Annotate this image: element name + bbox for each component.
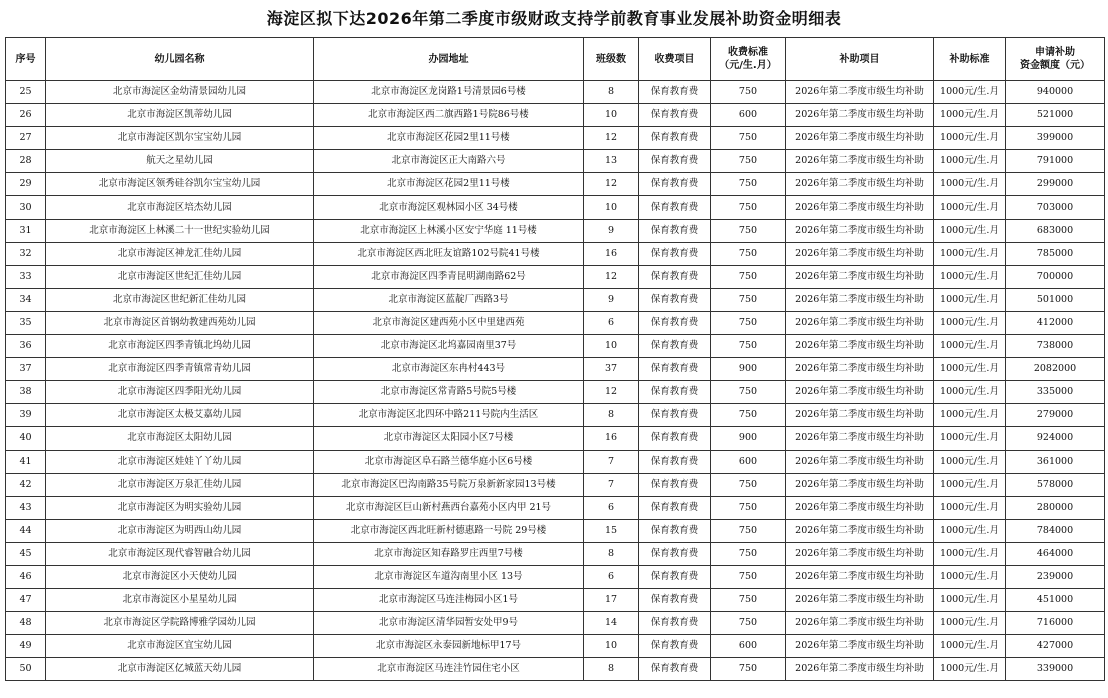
- cell-fee-standard: 600: [711, 104, 786, 127]
- cell-fee-item: 保育教育费: [639, 173, 711, 196]
- table-row: [6, 173, 1105, 196]
- cell-seq: 31: [6, 219, 46, 242]
- cell-subsidy-standard: 1000元/生.月: [934, 288, 1006, 311]
- cell-class-count: 7: [584, 450, 639, 473]
- cell-class-count: 8: [584, 81, 639, 104]
- cell-seq: 49: [6, 635, 46, 658]
- cell-subsidy-amount: 427000: [1006, 635, 1105, 658]
- cell-fee-item: 保育教育费: [639, 242, 711, 265]
- cell-class-count: 12: [584, 127, 639, 150]
- cell-subsidy-standard: 1000元/生.月: [934, 427, 1006, 450]
- cell-subsidy-amount: 339000: [1006, 658, 1105, 681]
- cell-kindergarten-name: 北京市海淀区学院路博雅学园幼儿园: [46, 612, 314, 635]
- cell-subsidy-amount: 940000: [1006, 81, 1105, 104]
- table-body: [6, 81, 1105, 681]
- cell-kindergarten-name: 北京市海淀区宜宝幼儿园: [46, 635, 314, 658]
- cell-kindergarten-name: 北京市海淀区小天使幼儿园: [46, 565, 314, 588]
- cell-seq: 41: [6, 450, 46, 473]
- cell-kindergarten-name: 北京市海淀区四季青镇北坞幼儿园: [46, 335, 314, 358]
- cell-fee-item: 保育教育费: [639, 519, 711, 542]
- cell-fee-standard: 750: [711, 381, 786, 404]
- cell-class-count: 37: [584, 358, 639, 381]
- table-row: [6, 358, 1105, 381]
- table-row: [6, 265, 1105, 288]
- cell-subsidy-amount: 412000: [1006, 311, 1105, 334]
- cell-class-count: 16: [584, 427, 639, 450]
- cell-subsidy-item: 2026年第二季度市级生均补助: [786, 242, 934, 265]
- cell-kindergarten-name: 北京市海淀区领秀硅谷凯尔宝宝幼儿园: [46, 173, 314, 196]
- cell-subsidy-amount: 501000: [1006, 288, 1105, 311]
- cell-subsidy-amount: 924000: [1006, 427, 1105, 450]
- cell-seq: 25: [6, 81, 46, 104]
- cell-class-count: 6: [584, 311, 639, 334]
- cell-kindergarten-name: 北京市海淀区亿城蓝天幼儿园: [46, 658, 314, 681]
- cell-subsidy-item: 2026年第二季度市级生均补助: [786, 381, 934, 404]
- cell-fee-standard: 750: [711, 589, 786, 612]
- cell-seq: 36: [6, 335, 46, 358]
- table-row: [6, 612, 1105, 635]
- cell-subsidy-amount: 716000: [1006, 612, 1105, 635]
- cell-address: 北京市海淀区永泰园新地标甲17号: [314, 635, 584, 658]
- cell-address: 北京市海淀区北四环中路211号院内生活区: [314, 404, 584, 427]
- header-fee-standard: [711, 38, 786, 81]
- cell-subsidy-amount: 784000: [1006, 519, 1105, 542]
- cell-subsidy-amount: 578000: [1006, 473, 1105, 496]
- cell-class-count: 8: [584, 658, 639, 681]
- cell-subsidy-amount: 361000: [1006, 450, 1105, 473]
- cell-subsidy-item: 2026年第二季度市级生均补助: [786, 658, 934, 681]
- cell-subsidy-item: 2026年第二季度市级生均补助: [786, 127, 934, 150]
- cell-address: 北京市海淀区巨山新村燕西台嘉苑小区内甲 21号: [314, 496, 584, 519]
- cell-kindergarten-name: 北京市海淀区万泉汇佳幼儿园: [46, 473, 314, 496]
- cell-seq: 39: [6, 404, 46, 427]
- cell-subsidy-standard: 1000元/生.月: [934, 173, 1006, 196]
- header-amount-line1: 申请补助: [1035, 47, 1075, 58]
- cell-address: 北京市海淀区正大南路六号: [314, 150, 584, 173]
- cell-class-count: 12: [584, 265, 639, 288]
- header-subsidy-item: 补助项目: [786, 38, 934, 81]
- cell-subsidy-standard: 1000元/生.月: [934, 589, 1006, 612]
- cell-subsidy-standard: 1000元/生.月: [934, 473, 1006, 496]
- cell-address: 北京市海淀区西北旺友谊路102号院41号楼: [314, 242, 584, 265]
- header-address: 办园地址: [314, 38, 584, 81]
- cell-class-count: 9: [584, 219, 639, 242]
- cell-subsidy-amount: 683000: [1006, 219, 1105, 242]
- cell-fee-item: 保育教育费: [639, 127, 711, 150]
- cell-seq: 28: [6, 150, 46, 173]
- cell-fee-standard: 750: [711, 288, 786, 311]
- cell-seq: 40: [6, 427, 46, 450]
- cell-seq: 44: [6, 519, 46, 542]
- cell-address: 北京市海淀区马连洼竹园住宅小区: [314, 658, 584, 681]
- cell-subsidy-amount: 299000: [1006, 173, 1105, 196]
- cell-address: 北京市海淀区巴沟南路35号院万泉新新家园13号楼: [314, 473, 584, 496]
- cell-address: 北京市海淀区知春路罗庄西里7号楼: [314, 542, 584, 565]
- table-row: [6, 219, 1105, 242]
- cell-address: 北京市海淀区马连洼梅园小区1号: [314, 589, 584, 612]
- cell-seq: 42: [6, 473, 46, 496]
- cell-fee-item: 保育教育费: [639, 612, 711, 635]
- cell-subsidy-item: 2026年第二季度市级生均补助: [786, 450, 934, 473]
- cell-fee-standard: 750: [711, 265, 786, 288]
- cell-fee-standard: 750: [711, 542, 786, 565]
- cell-fee-standard: 750: [711, 311, 786, 334]
- cell-seq: 38: [6, 381, 46, 404]
- cell-address: 北京市海淀区常青路5号院5号楼: [314, 381, 584, 404]
- cell-seq: 29: [6, 173, 46, 196]
- cell-fee-standard: 750: [711, 81, 786, 104]
- cell-address: 北京市海淀区北坞嘉园南里37号: [314, 335, 584, 358]
- header-subsidy-standard: 补助标准: [934, 38, 1006, 81]
- cell-subsidy-item: 2026年第二季度市级生均补助: [786, 173, 934, 196]
- cell-class-count: 8: [584, 542, 639, 565]
- cell-fee-item: 保育教育费: [639, 150, 711, 173]
- header-amount: [1006, 38, 1105, 81]
- cell-kindergarten-name: 北京市海淀区世纪汇佳幼儿园: [46, 265, 314, 288]
- cell-kindergarten-name: 北京市海淀区太极艾嘉幼儿园: [46, 404, 314, 427]
- cell-subsidy-standard: 1000元/生.月: [934, 196, 1006, 219]
- table-row: [6, 335, 1105, 358]
- cell-subsidy-item: 2026年第二季度市级生均补助: [786, 496, 934, 519]
- cell-fee-item: 保育教育费: [639, 311, 711, 334]
- table-row: [6, 496, 1105, 519]
- cell-subsidy-standard: 1000元/生.月: [934, 381, 1006, 404]
- cell-subsidy-standard: 1000元/生.月: [934, 81, 1006, 104]
- cell-kindergarten-name: 北京市海淀区为明实验幼儿园: [46, 496, 314, 519]
- cell-subsidy-item: 2026年第二季度市级生均补助: [786, 265, 934, 288]
- subsidy-table: [5, 37, 1105, 681]
- page-title: 海淀区拟下达2026年第二季度市级财政支持学前教育事业发展补助资金明细表: [266, 9, 842, 28]
- table-row: [6, 635, 1105, 658]
- cell-kindergarten-name: 北京市海淀区首钢幼教建西苑幼儿园: [46, 311, 314, 334]
- cell-fee-item: 保育教育费: [639, 542, 711, 565]
- cell-fee-item: 保育教育费: [639, 565, 711, 588]
- table-row: [6, 658, 1105, 681]
- cell-kindergarten-name: 北京市海淀区培杰幼儿园: [46, 196, 314, 219]
- cell-class-count: 14: [584, 612, 639, 635]
- cell-fee-item: 保育教育费: [639, 219, 711, 242]
- cell-fee-item: 保育教育费: [639, 658, 711, 681]
- cell-subsidy-item: 2026年第二季度市级生均补助: [786, 196, 934, 219]
- cell-subsidy-amount: 335000: [1006, 381, 1105, 404]
- table-row: [6, 404, 1105, 427]
- cell-kindergarten-name: 北京市海淀区现代睿智融合幼儿园: [46, 542, 314, 565]
- header-name: 幼儿园名称: [46, 38, 314, 81]
- cell-fee-standard: 750: [711, 404, 786, 427]
- cell-fee-standard: 750: [711, 127, 786, 150]
- cell-subsidy-item: 2026年第二季度市级生均补助: [786, 404, 934, 427]
- cell-subsidy-item: 2026年第二季度市级生均补助: [786, 358, 934, 381]
- cell-subsidy-standard: 1000元/生.月: [934, 635, 1006, 658]
- cell-fee-standard: 750: [711, 496, 786, 519]
- cell-seq: 26: [6, 104, 46, 127]
- cell-address: 北京市海淀区太阳园小区7号楼: [314, 427, 584, 450]
- cell-address: 北京市海淀区花园2里11号楼: [314, 127, 584, 150]
- cell-fee-item: 保育教育费: [639, 635, 711, 658]
- cell-fee-item: 保育教育费: [639, 496, 711, 519]
- table-row: [6, 381, 1105, 404]
- cell-class-count: 6: [584, 496, 639, 519]
- table-row: [6, 589, 1105, 612]
- cell-class-count: 10: [584, 335, 639, 358]
- cell-kindergarten-name: 北京市海淀区四季阳光幼儿园: [46, 381, 314, 404]
- cell-address: 北京市海淀区建西苑小区中里建西苑: [314, 311, 584, 334]
- cell-class-count: 13: [584, 150, 639, 173]
- cell-subsidy-amount: 280000: [1006, 496, 1105, 519]
- cell-subsidy-amount: 2082000: [1006, 358, 1105, 381]
- cell-seq: 48: [6, 612, 46, 635]
- cell-fee-item: 保育教育费: [639, 265, 711, 288]
- cell-subsidy-amount: 785000: [1006, 242, 1105, 265]
- cell-class-count: 10: [584, 104, 639, 127]
- cell-subsidy-standard: 1000元/生.月: [934, 150, 1006, 173]
- cell-seq: 27: [6, 127, 46, 150]
- table-header-row: [6, 38, 1105, 81]
- cell-subsidy-item: 2026年第二季度市级生均补助: [786, 473, 934, 496]
- cell-fee-standard: 900: [711, 358, 786, 381]
- table-row: [6, 104, 1105, 127]
- cell-address: 北京市海淀区阜石路兰德华庭小区6号楼: [314, 450, 584, 473]
- cell-subsidy-standard: 1000元/生.月: [934, 542, 1006, 565]
- cell-fee-standard: 750: [711, 473, 786, 496]
- cell-subsidy-standard: 1000元/生.月: [934, 658, 1006, 681]
- cell-class-count: 6: [584, 565, 639, 588]
- cell-fee-standard: 750: [711, 150, 786, 173]
- cell-fee-item: 保育教育费: [639, 104, 711, 127]
- cell-kindergarten-name: 北京市海淀区为明西山幼儿园: [46, 519, 314, 542]
- table-row: [6, 150, 1105, 173]
- cell-subsidy-amount: 464000: [1006, 542, 1105, 565]
- cell-fee-item: 保育教育费: [639, 81, 711, 104]
- cell-subsidy-standard: 1000元/生.月: [934, 404, 1006, 427]
- cell-fee-item: 保育教育费: [639, 589, 711, 612]
- cell-subsidy-standard: 1000元/生.月: [934, 496, 1006, 519]
- cell-seq: 30: [6, 196, 46, 219]
- cell-subsidy-item: 2026年第二季度市级生均补助: [786, 612, 934, 635]
- header-seq: 序号: [6, 38, 46, 81]
- cell-class-count: 17: [584, 589, 639, 612]
- cell-address: 北京市海淀区西二旗西路1号院86号楼: [314, 104, 584, 127]
- cell-kindergarten-name: 北京市海淀区四季青镇常青幼儿园: [46, 358, 314, 381]
- table-row: [6, 450, 1105, 473]
- cell-address: 北京市海淀区车道沟南里小区 13号: [314, 565, 584, 588]
- cell-subsidy-amount: 521000: [1006, 104, 1105, 127]
- cell-class-count: 7: [584, 473, 639, 496]
- cell-address: 北京市海淀区蓝靛厂西路3号: [314, 288, 584, 311]
- cell-subsidy-amount: 399000: [1006, 127, 1105, 150]
- cell-seq: 50: [6, 658, 46, 681]
- cell-seq: 46: [6, 565, 46, 588]
- cell-address: 北京市海淀区西北旺新村德惠路一号院 29号楼: [314, 519, 584, 542]
- cell-subsidy-standard: 1000元/生.月: [934, 450, 1006, 473]
- cell-fee-item: 保育教育费: [639, 473, 711, 496]
- cell-seq: 45: [6, 542, 46, 565]
- table-row: [6, 519, 1105, 542]
- cell-subsidy-amount: 700000: [1006, 265, 1105, 288]
- cell-class-count: 10: [584, 635, 639, 658]
- cell-subsidy-item: 2026年第二季度市级生均补助: [786, 589, 934, 612]
- cell-address: 北京市海淀区观林园小区 34号楼: [314, 196, 584, 219]
- cell-subsidy-amount: 279000: [1006, 404, 1105, 427]
- cell-subsidy-item: 2026年第二季度市级生均补助: [786, 565, 934, 588]
- cell-kindergarten-name: 北京市海淀区上林溪二十一世纪实验幼儿园: [46, 219, 314, 242]
- cell-class-count: 8: [584, 404, 639, 427]
- cell-fee-standard: 750: [711, 196, 786, 219]
- cell-fee-standard: 750: [711, 219, 786, 242]
- header-fee-item: 收费项目: [639, 38, 711, 81]
- cell-fee-item: 保育教育费: [639, 427, 711, 450]
- cell-fee-standard: 750: [711, 658, 786, 681]
- cell-kindergarten-name: 北京市海淀区神龙汇佳幼儿园: [46, 242, 314, 265]
- table-row: [6, 81, 1105, 104]
- table-row: [6, 242, 1105, 265]
- cell-kindergarten-name: 北京市海淀区凯蒂幼儿园: [46, 104, 314, 127]
- cell-kindergarten-name: 北京市海淀区娃娃丫丫幼儿园: [46, 450, 314, 473]
- cell-subsidy-item: 2026年第二季度市级生均补助: [786, 150, 934, 173]
- cell-subsidy-standard: 1000元/生.月: [934, 219, 1006, 242]
- cell-fee-item: 保育教育费: [639, 196, 711, 219]
- table-row: [6, 565, 1105, 588]
- cell-kindergarten-name: 航天之星幼儿园: [46, 150, 314, 173]
- cell-class-count: 12: [584, 381, 639, 404]
- cell-address: 北京市海淀区清华园暂安处甲9号: [314, 612, 584, 635]
- cell-subsidy-standard: 1000元/生.月: [934, 358, 1006, 381]
- cell-kindergarten-name: 北京市海淀区太阳幼儿园: [46, 427, 314, 450]
- header-amount-line2: 资金额度（元）: [1020, 60, 1090, 71]
- table-row: [6, 473, 1105, 496]
- cell-kindergarten-name: 北京市海淀区金幼清景园幼儿园: [46, 81, 314, 104]
- cell-subsidy-item: 2026年第二季度市级生均补助: [786, 81, 934, 104]
- cell-subsidy-standard: 1000元/生.月: [934, 127, 1006, 150]
- table-row: [6, 288, 1105, 311]
- cell-class-count: 9: [584, 288, 639, 311]
- cell-fee-standard: 900: [711, 427, 786, 450]
- cell-subsidy-standard: 1000元/生.月: [934, 565, 1006, 588]
- cell-fee-standard: 600: [711, 635, 786, 658]
- cell-subsidy-item: 2026年第二季度市级生均补助: [786, 427, 934, 450]
- cell-subsidy-item: 2026年第二季度市级生均补助: [786, 519, 934, 542]
- cell-subsidy-item: 2026年第二季度市级生均补助: [786, 635, 934, 658]
- cell-fee-standard: 750: [711, 173, 786, 196]
- cell-seq: 34: [6, 288, 46, 311]
- cell-fee-item: 保育教育费: [639, 381, 711, 404]
- cell-fee-standard: 600: [711, 450, 786, 473]
- cell-subsidy-item: 2026年第二季度市级生均补助: [786, 542, 934, 565]
- cell-fee-standard: 750: [711, 519, 786, 542]
- cell-seq: 32: [6, 242, 46, 265]
- header-classes: 班级数: [584, 38, 639, 81]
- cell-seq: 37: [6, 358, 46, 381]
- cell-subsidy-standard: 1000元/生.月: [934, 242, 1006, 265]
- cell-subsidy-amount: 451000: [1006, 589, 1105, 612]
- cell-address: 北京市海淀区东冉村443号: [314, 358, 584, 381]
- cell-fee-item: 保育教育费: [639, 335, 711, 358]
- cell-address: 北京市海淀区上林溪小区安宁华庭 11号楼: [314, 219, 584, 242]
- cell-fee-item: 保育教育费: [639, 450, 711, 473]
- table-row: [6, 542, 1105, 565]
- cell-subsidy-standard: 1000元/生.月: [934, 612, 1006, 635]
- cell-fee-standard: 750: [711, 565, 786, 588]
- cell-subsidy-amount: 791000: [1006, 150, 1105, 173]
- cell-subsidy-amount: 738000: [1006, 335, 1105, 358]
- cell-address: 北京市海淀区龙岗路1号清景园6号楼: [314, 81, 584, 104]
- cell-fee-standard: 750: [711, 335, 786, 358]
- cell-seq: 35: [6, 311, 46, 334]
- cell-subsidy-standard: 1000元/生.月: [934, 311, 1006, 334]
- cell-address: 北京市海淀区四季青昆明湖南路62号: [314, 265, 584, 288]
- table-row: [6, 427, 1105, 450]
- cell-address: 北京市海淀区花园2里11号楼: [314, 173, 584, 196]
- cell-kindergarten-name: 北京市海淀区小星星幼儿园: [46, 589, 314, 612]
- header-fee-standard-line1: 收费标准: [728, 47, 768, 58]
- cell-fee-standard: 750: [711, 242, 786, 265]
- cell-fee-item: 保育教育费: [639, 404, 711, 427]
- cell-subsidy-item: 2026年第二季度市级生均补助: [786, 335, 934, 358]
- cell-seq: 47: [6, 589, 46, 612]
- table-row: [6, 196, 1105, 219]
- cell-subsidy-item: 2026年第二季度市级生均补助: [786, 104, 934, 127]
- cell-fee-item: 保育教育费: [639, 358, 711, 381]
- cell-subsidy-amount: 703000: [1006, 196, 1105, 219]
- cell-subsidy-standard: 1000元/生.月: [934, 519, 1006, 542]
- cell-subsidy-standard: 1000元/生.月: [934, 104, 1006, 127]
- cell-subsidy-item: 2026年第二季度市级生均补助: [786, 219, 934, 242]
- cell-seq: 33: [6, 265, 46, 288]
- cell-subsidy-standard: 1000元/生.月: [934, 265, 1006, 288]
- table-row: [6, 311, 1105, 334]
- table-row: [6, 127, 1105, 150]
- cell-class-count: 16: [584, 242, 639, 265]
- header-fee-standard-line2: （元/生.月）: [719, 60, 777, 71]
- cell-class-count: 12: [584, 173, 639, 196]
- cell-class-count: 15: [584, 519, 639, 542]
- cell-fee-standard: 750: [711, 612, 786, 635]
- cell-seq: 43: [6, 496, 46, 519]
- cell-kindergarten-name: 北京市海淀区凯尔宝宝幼儿园: [46, 127, 314, 150]
- cell-subsidy-standard: 1000元/生.月: [934, 335, 1006, 358]
- cell-kindergarten-name: 北京市海淀区世纪新汇佳幼儿园: [46, 288, 314, 311]
- cell-fee-item: 保育教育费: [639, 288, 711, 311]
- cell-subsidy-item: 2026年第二季度市级生均补助: [786, 288, 934, 311]
- cell-class-count: 10: [584, 196, 639, 219]
- cell-subsidy-item: 2026年第二季度市级生均补助: [786, 311, 934, 334]
- cell-subsidy-amount: 239000: [1006, 565, 1105, 588]
